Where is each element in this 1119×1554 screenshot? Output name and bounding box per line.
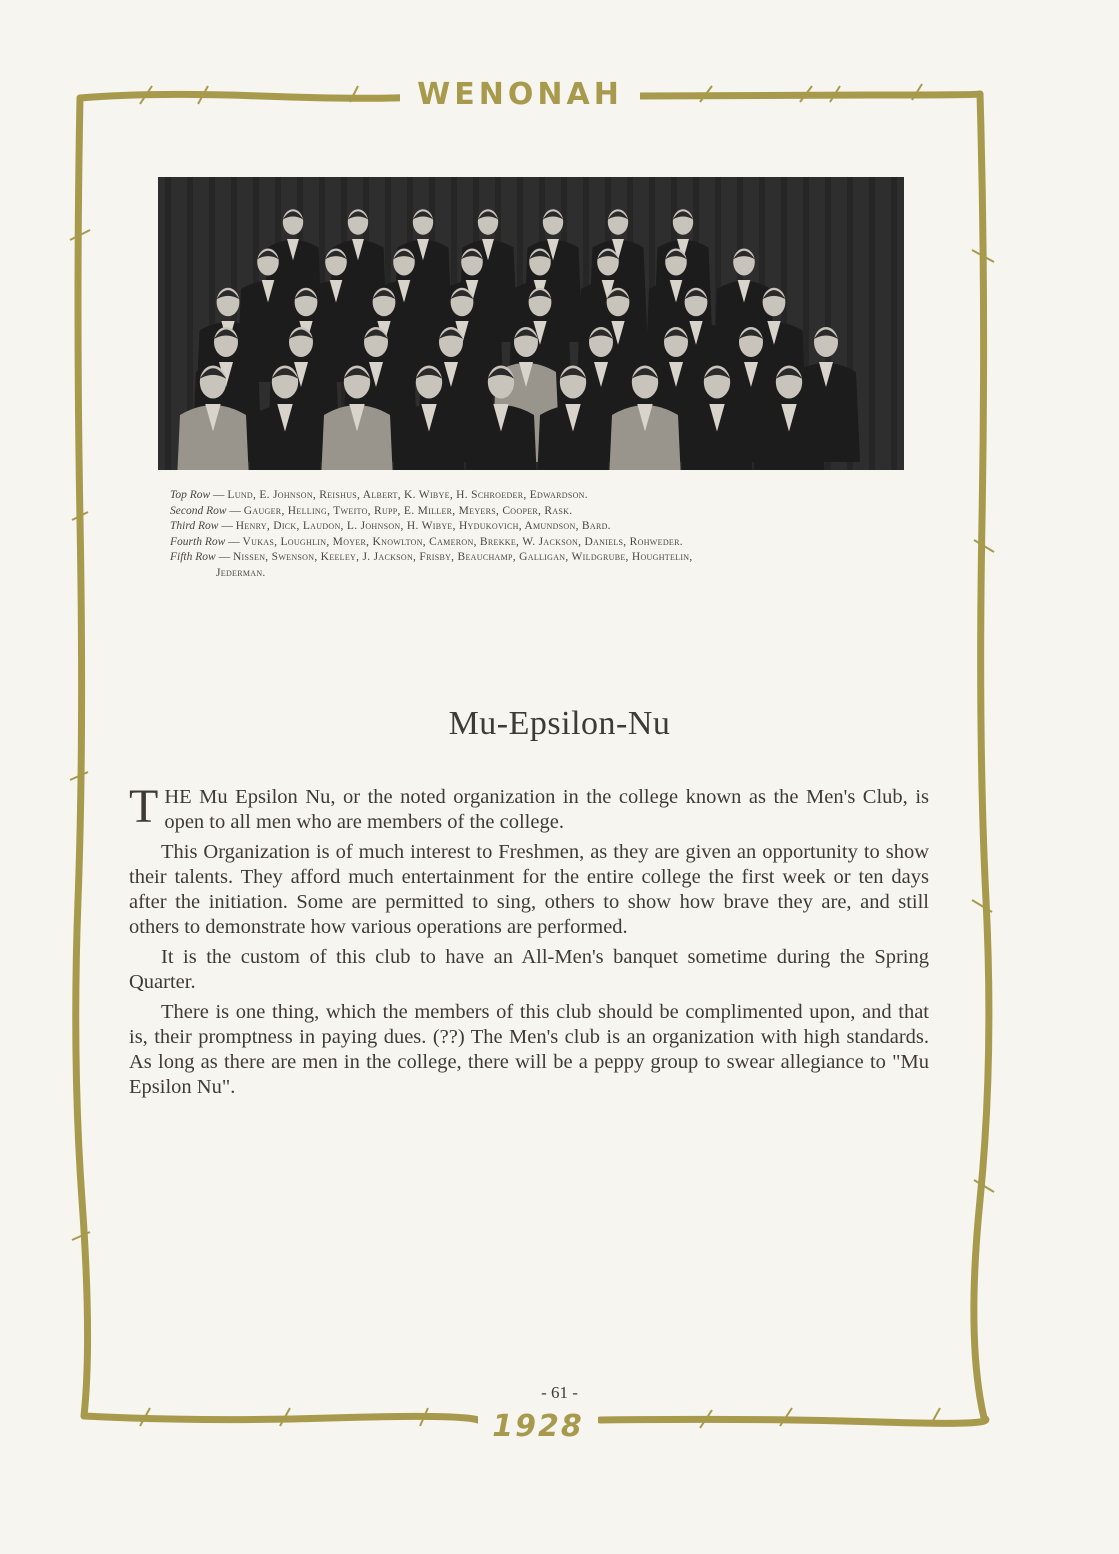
page-number: - 61 - bbox=[541, 1383, 578, 1402]
footer-year: 1928 bbox=[478, 1410, 598, 1444]
caption-row-top: Top Row — Lund, E. Johnson, Reishus, Albert, K. Wibye, H. Schroeder, Edwardson. bbox=[170, 489, 588, 501]
caption-row-fourth: Fourth Row — Vukas, Loughlin, Moyer, Knowlton, Cameron, Brekke, W. Jackson, Daniels, Rohweder. bbox=[170, 535, 683, 548]
article-body bbox=[129, 780, 929, 1105]
yearbook-header: WENONAH bbox=[400, 78, 640, 112]
paragraph-4: There is one thing, which the members of this club should be complimented upon, and that is, their promptness in paying dues. (??) The Men's club is an organization with high standards. As long as there are men in the college, there will be a peppy group to swear allegiance to "Mu Epsilon Nu". bbox=[129, 1001, 929, 1098]
paragraph-2: This Organization is of much interest to Freshmen, as they are given an opportunity to show their talents. They afford much entertainment for the entire college the first week or ten days after the initiation. Some are permitted to sing, others to show how brave they are, and still others to demonstrate how various operations are performed. bbox=[129, 841, 929, 938]
paragraph-3: It is the custom of this club to have an All-Men's banquet sometime during the Spring Quarter. bbox=[129, 946, 929, 993]
caption-row-third: Third Row — Henry, Dick, Laudon, L. Johnson, H. Wibye, Hydukovich, Amundson, Bard. bbox=[170, 520, 611, 532]
paragraph-1: THE Mu Epsilon Nu, or the noted organization in the college known as the Men's Club, is open to all men who are members of the college. bbox=[129, 780, 929, 833]
caption-row-fifth: Fifth Row — Nissen, Swenson, Keeley, J. Jackson, Frisby, Beauchamp, Galligan, Wildgrube, Houghtelin, bbox=[170, 551, 693, 563]
group-photo bbox=[158, 177, 904, 470]
drop-cap: T bbox=[129, 780, 159, 833]
caption-continuation: Jederman. bbox=[216, 566, 266, 579]
page-title: Mu-Epsilon-Nu bbox=[448, 705, 671, 742]
photo-caption bbox=[170, 488, 920, 581]
caption-row-second: Second Row — Gauger, Helling, Tweito, Rupp, E. Miller, Meyers, Cooper, Rask. bbox=[170, 504, 573, 517]
group-photo-image bbox=[158, 177, 904, 470]
